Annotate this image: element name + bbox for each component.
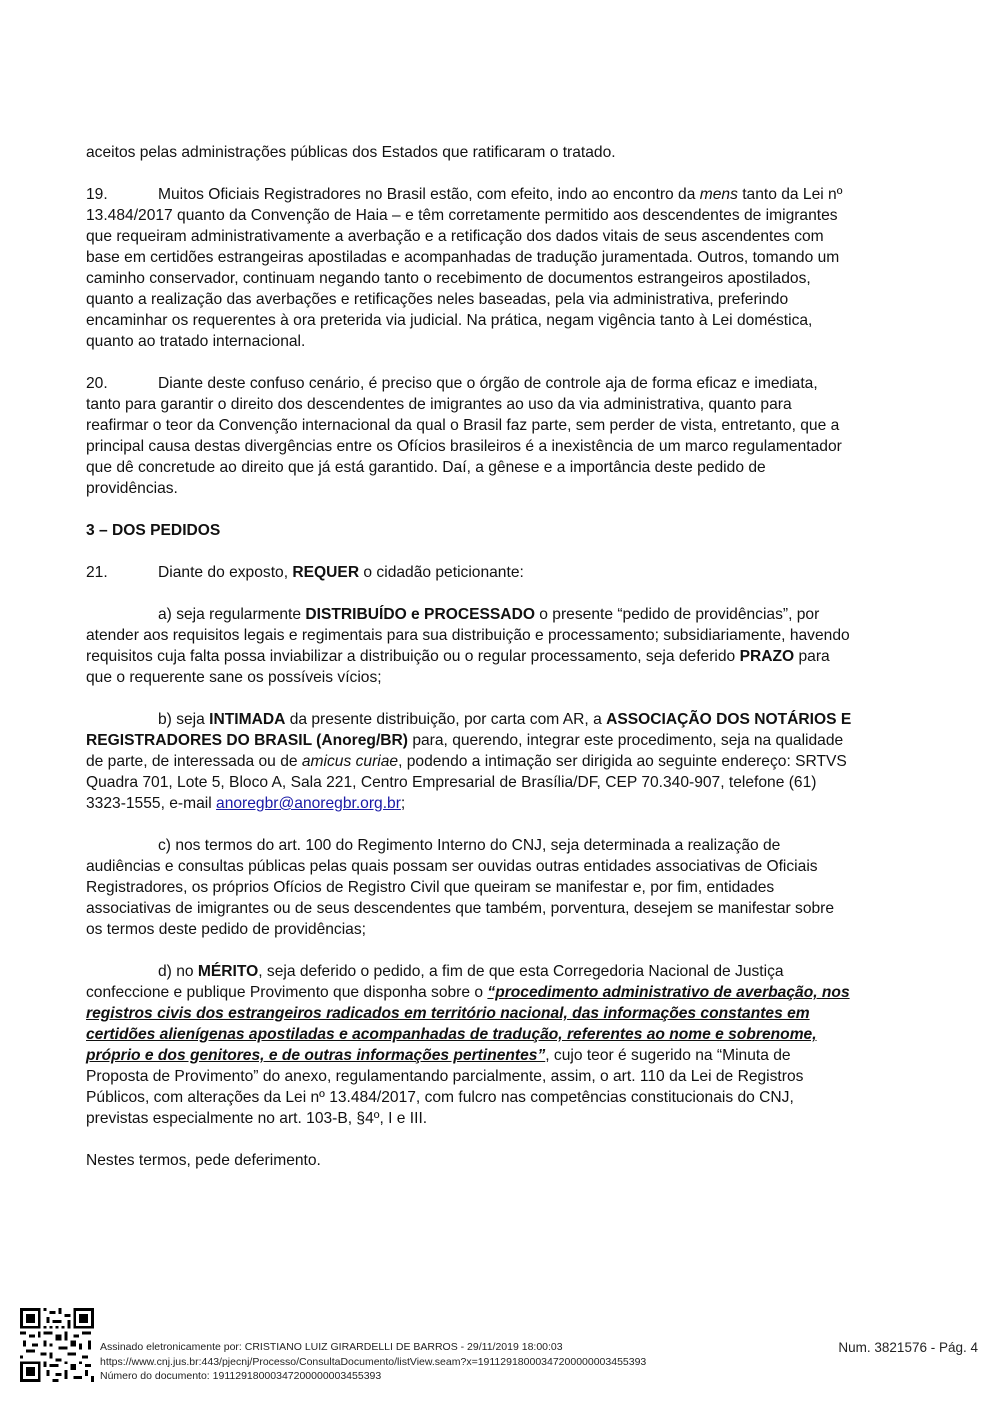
bold-term: PRAZO [739, 648, 795, 665]
paragraph-text: para que o requerente sane os possíveis vícios; [86, 648, 830, 686]
paragraph-text: , podendo a intimação ser dirigida ao seguinte endereço: SRTVS Quadra 701, Lote 5, Bloco A, Sala 221, Centro Empresarial de Brasília/DF, CEP 70.340-907, telefone (61) 3323-1555, e-mail [86, 753, 847, 812]
paragraph-number: 19. [86, 186, 108, 203]
request-item-b [86, 709, 852, 814]
paragraph-text: aceitos pelas administrações públicas dos Estados que ratificaram o tratado. [86, 144, 616, 161]
paragraph-text: , seja deferido o pedido, a fim de que esta Corregedoria Nacional de Justiça confeccione e publique Provimento que disponha sobre o [86, 963, 784, 1001]
underlined-quote: “procedimento administrativo de averbação, nos registros civis dos estrangeiros radicados em território nacional, das informações constantes em certidões alienígenas apostiladas e acompanhadas de tradução, referentes ao nome e sobrenome, próprio e dos genitores, e de outras informações pertinentes” [86, 984, 850, 1064]
paragraph-text: Diante do exposto, [158, 564, 293, 581]
signature-info [100, 1340, 646, 1384]
paragraph-19 [86, 184, 852, 352]
paragraph-text: ; [400, 795, 406, 812]
document-body [86, 142, 852, 1171]
paragraph-text: Diante deste confuso cenário, é preciso que o órgão de controle aja de forma eficaz e imediata, tanto para garantir o direito dos descendentes de imigrantes ao uso da via administrativa, quanto para reafirmar o teor da Convenção internacional da qual o Brasil faz parte, sem perder de vista, entretanto, que a principal causa destas divergências entre os Ofícios brasileiros é a inexistência de um marco regulamentador que dê concretude ao direito que já está garantido. Daí, a gênese e a importância deste pedido de providências. [86, 375, 842, 497]
bold-term: MÉRITO [197, 963, 259, 980]
paragraph-text: tanto da Lei nº 13.484/2017 quanto da Convenção de Haia – e têm corretamente permitido aos descendentes de imigrantes que requeiram administrativamente a averbação e a retificação dos dados vitais de seus ascendentes com base em certidões estrangeiras apostiladas e acompanhadas de tradução juramentada. Outros, tomando um caminho conservador, continuam negando tanto o recebimento de documentos estrangeiros apostilados, quanto a realização das averbações e retificações neles baseadas, pela via administrativa, preferindo encaminhar os requerentes à ora preterida via judicial. Na prática, negam vigência tanto à Lei doméstica, quanto ao tratado internacional. [86, 186, 843, 350]
request-item-a [86, 604, 852, 688]
closing-line: Nestes termos, pede deferimento. [86, 1152, 321, 1169]
paragraph-text: a) seja regularmente [158, 606, 306, 623]
paragraph-20 [86, 373, 852, 499]
paragraph-21 [86, 562, 852, 583]
bold-term: INTIMADA [209, 711, 286, 728]
signature-footer [0, 1300, 992, 1400]
paragraph-intro [86, 142, 852, 163]
paragraph-number: 20. [86, 375, 108, 392]
paragraph-text: , cujo teor é sugerido na “Minuta de Proposta de Provimento” do anexo, regulamentando parcialmente, assim, o art. 110 da Lei de Registros Públicos, com alterações da Lei nº 13.484/2017, com fulcro nas competências constitucionais do CNJ, previstas especialmente no art. 103-B, §4º, I e III. [86, 1047, 804, 1127]
paragraph-text: o cidadão peticionante: [359, 564, 524, 581]
paragraph-text: da presente distribuição, por carta com AR, a [285, 711, 607, 728]
italic-term: amicus curiae [301, 753, 399, 770]
paragraph-text: c) nos termos do art. 100 do Regimento Interno do CNJ, seja determinada a realização de audiências e consultas públicas pelas quais possam ser ouvidas outras entidades associativas de Oficiais Registradores, os próprios Ofícios de Registro Civil que queiram se manifestar e, por fim, entidades associativas de imigrantes ou de seus descendentes que também, porventura, desejem se manifestar sobre os termos deste pedido de providências; [86, 837, 835, 938]
paragraph-text: o presente “pedido de providências”, por atender aos requisitos legais e regimentais para sua distribuição e processamento; subsidiariamente, havendo requisitos cuja falta possa inviabilizar a distribuição ou o regular processamento, seja deferido [86, 606, 850, 665]
document-number: Número do documento: 19112918000347200000003455393 [100, 1370, 382, 1382]
section-heading: 3 – DOS PEDIDOS [86, 522, 221, 539]
request-item-d [86, 961, 852, 1129]
page-number: Num. 3821576 - Pág. 4 [838, 1340, 978, 1355]
document-url[interactable]: https://www.cnj.jus.br:443/pjecnj/Processo/ConsultaDocumento/listView.seam?x=19112918000347200000003455393 [100, 1355, 647, 1368]
signed-by-line: Assinado eletronicamente por: CRISTIANO LUIZ GIRARDELLI DE BARROS - 29/11/2019 18:00:03 [100, 1341, 563, 1353]
bold-term: ASSOCIAÇÃO DOS NOTÁRIOS E REGISTRADORES DO BRASIL (Anoreg/BR) [86, 711, 852, 749]
qr-code-icon [20, 1308, 94, 1382]
email-link[interactable]: anoregbr@anoregbr.org.br [216, 795, 401, 812]
paragraph-text: para, querendo, integrar este procedimento, seja na qualidade de parte, de interessada ou de [86, 732, 844, 770]
paragraph-text: Muitos Oficiais Registradores no Brasil estão, com efeito, indo ao encontro da [158, 186, 700, 203]
bold-term: REQUER [292, 564, 360, 581]
request-item-c [86, 835, 852, 940]
bold-term: DISTRIBUÍDO e PROCESSADO [305, 606, 535, 623]
paragraph-number: 21. [86, 564, 108, 581]
paragraph-text: d) no [158, 963, 198, 980]
paragraph-text: b) seja [158, 711, 210, 728]
italic-term: mens [699, 186, 738, 203]
